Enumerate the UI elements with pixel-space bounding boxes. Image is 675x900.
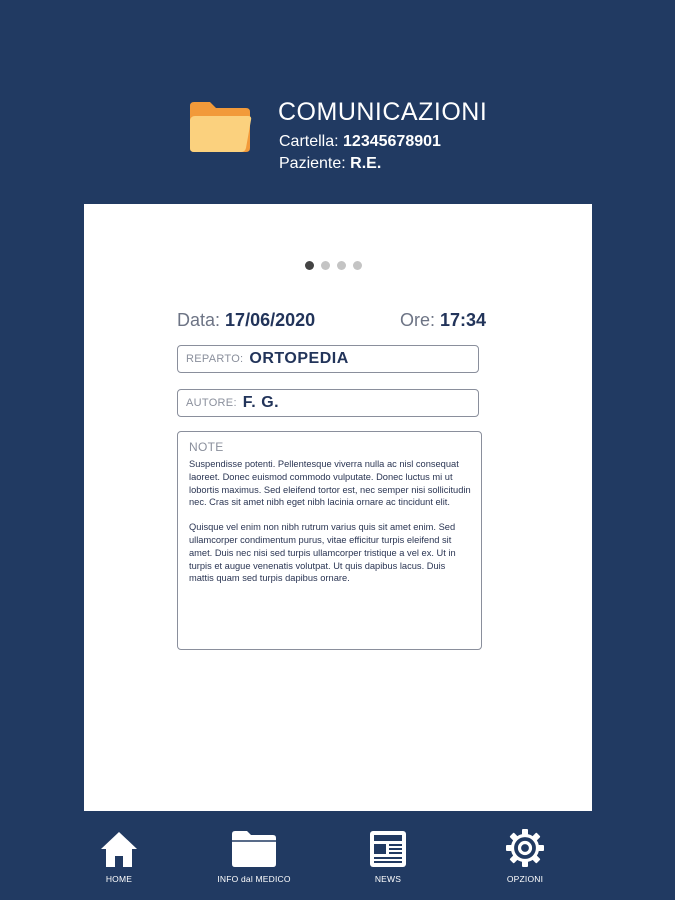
nav-opzioni-button[interactable] <box>475 824 575 894</box>
autore-field <box>177 389 479 417</box>
nav-info-button[interactable] <box>204 824 304 894</box>
reparto-value: ORTOPEDIA <box>249 350 349 367</box>
folder-icon <box>231 824 277 868</box>
gear-icon <box>505 824 545 868</box>
nav-news-label: NEWS <box>374 874 402 884</box>
page-dot[interactable] <box>337 261 346 270</box>
cartella-label: Cartella: <box>279 133 339 150</box>
nav-news-button[interactable] <box>338 824 438 894</box>
page-dot[interactable] <box>305 261 314 270</box>
bottom-nav <box>0 818 675 900</box>
cartella-line <box>279 133 441 151</box>
paziente-line <box>279 155 381 173</box>
page-indicator <box>305 261 362 270</box>
cartella-value: 12345678901 <box>343 133 441 150</box>
reparto-field <box>177 345 479 373</box>
reparto-label: REPARTO: <box>186 353 244 365</box>
time-value: 17:34 <box>440 310 487 330</box>
page-dot[interactable] <box>353 261 362 270</box>
time-row <box>400 310 486 331</box>
page-dot[interactable] <box>321 261 330 270</box>
nav-home-button[interactable] <box>69 824 169 894</box>
nav-home-label: HOME <box>105 874 133 884</box>
page-title: COMUNICAZIONI <box>278 98 488 126</box>
time-label: Ore: <box>400 310 436 330</box>
notes-box[interactable] <box>177 431 482 650</box>
notes-paragraph: Suspendisse potenti. Pellentesque viverra nulla ac nisl consequat laoreet. Donec euismod commodo vulputate. Donec luctus mi ut lobortis maximus. Sed eleifend tortor est, nec semper nisi sollicitudin nec. Cras sit amet nibh eget nibh lacinia ornare ac tincidunt elit. <box>189 459 471 508</box>
autore-label: AUTORE: <box>186 397 237 409</box>
paziente-label: Paziente: <box>279 155 346 172</box>
date-value: 17/06/2020 <box>225 310 316 330</box>
notes-label: NOTE <box>189 440 224 454</box>
paziente-value: R.E. <box>350 155 382 172</box>
date-label: Data: <box>177 310 221 330</box>
header <box>0 0 675 200</box>
date-row <box>177 310 315 331</box>
folder-icon <box>188 100 252 154</box>
nav-info-label: INFO dal MEDICO <box>217 874 291 884</box>
nav-opzioni-label: OPZIONI <box>506 874 544 884</box>
newspaper-icon <box>369 824 407 868</box>
notes-paragraph: Quisque vel enim non nibh rutrum varius quis sit amet enim. Sed ullamcorper condimentum purus, vitae efficitur turpis eleifend sit amet. Duis nec nisi sed turpis ullamcorper tristique a vel ex. Ut in turpis et augue venenatis volutpat. Ut quis dapibus lacus. Duis mattis quam sed turpis dapibus ornare. <box>189 522 456 584</box>
autore-value: F. G. <box>242 394 280 411</box>
home-icon <box>100 824 138 868</box>
communication-card <box>84 204 592 811</box>
